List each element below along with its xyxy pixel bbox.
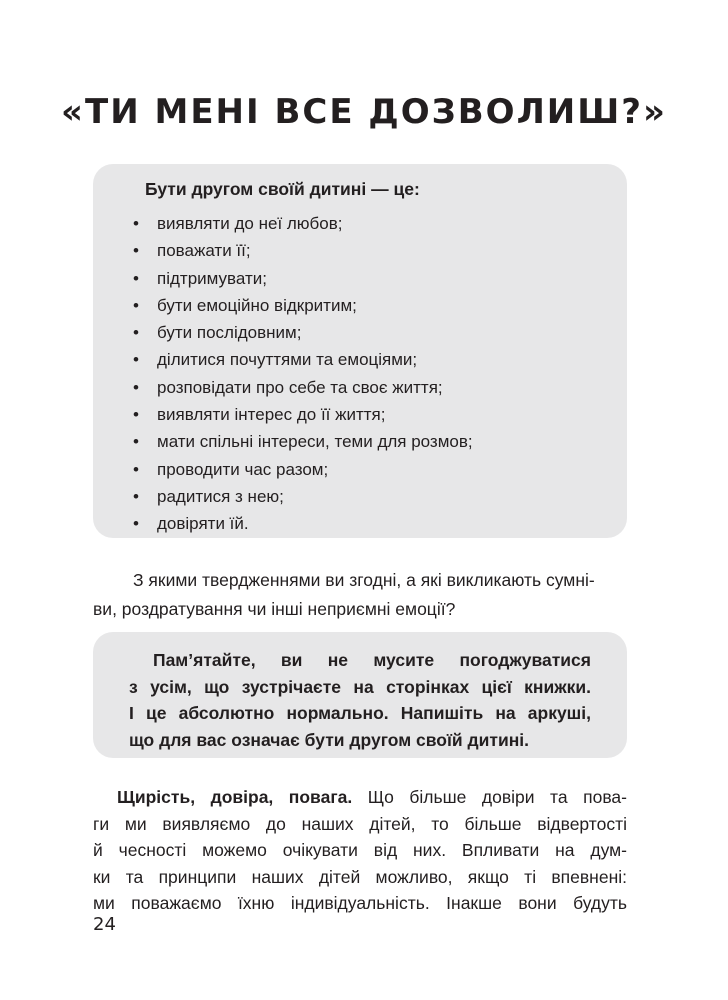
list-item: • проводити час разом; bbox=[133, 456, 473, 483]
page-title: «ТИ МЕНІ ВСЕ ДОЗВОЛИШ?» bbox=[61, 92, 667, 132]
bullet-icon: • bbox=[133, 241, 139, 261]
bullet-icon: • bbox=[133, 268, 139, 288]
list-item: • бути послідовним; bbox=[133, 319, 473, 346]
bullet-icon: • bbox=[133, 323, 139, 343]
list-item: • підтримувати; bbox=[133, 265, 473, 292]
friendship-checklist-box bbox=[93, 164, 627, 538]
body-paragraph bbox=[93, 784, 627, 917]
paragraph-line: ки та принципи наших дітей можливо, якщо ті впевнені: bbox=[93, 866, 627, 887]
list-item: • виявляти до неї любов; bbox=[133, 210, 473, 237]
bullet-icon: • bbox=[133, 295, 139, 315]
bullet-icon: • bbox=[133, 514, 139, 534]
reminder-text bbox=[129, 647, 591, 753]
paragraph-line: й чесності можемо очікувати від них. Впливати на дум- bbox=[93, 840, 627, 860]
reminder-line: з усім, що зустрічаєте на сторінках цієї книжки. bbox=[129, 676, 591, 697]
checklist-list bbox=[133, 210, 473, 538]
question-paragraph bbox=[93, 566, 627, 624]
reminder-line: І це абсолютно нормально. Напишіть на аркуші, bbox=[129, 703, 591, 723]
checklist-heading: Бути другом своїй дитині — це: bbox=[145, 179, 420, 199]
bullet-icon: • bbox=[133, 214, 139, 233]
list-item: • ділитися почуттями та емоціями; bbox=[133, 346, 473, 373]
bullet-icon: • bbox=[133, 459, 139, 479]
list-item: • бути емоційно відкритим; bbox=[133, 292, 473, 319]
bullet-icon: • bbox=[133, 432, 139, 452]
reminder-line: Пам’ятайте, ви не мусите погоджуватися bbox=[153, 650, 591, 670]
paragraph-line: З якими твердженнями ви згодні, а які викликають сумні- bbox=[133, 570, 595, 590]
page-number: 24 bbox=[93, 914, 116, 935]
list-item: • поважати її; bbox=[133, 237, 473, 264]
list-item: • довіряти їй. bbox=[133, 510, 473, 537]
list-item: • радитися з нею; bbox=[133, 483, 473, 510]
paragraph-line: ви, роздратування чи інші неприємні емоції? bbox=[93, 599, 456, 619]
bullet-icon: • bbox=[133, 377, 139, 397]
reminder-box bbox=[93, 632, 627, 758]
reminder-line: що для вас означає бути другом своїй дитині. bbox=[129, 729, 530, 750]
list-item: • розповідати про себе та своє життя; bbox=[133, 374, 473, 401]
bullet-icon: • bbox=[133, 405, 139, 425]
paragraph-line: ги ми виявляємо до наших дітей, то більше відвертості bbox=[93, 813, 627, 834]
lead-phrase: Щирість, довіра, повага. bbox=[117, 787, 353, 807]
bullet-icon: • bbox=[133, 350, 139, 370]
bullet-icon: • bbox=[133, 486, 139, 506]
list-item: • мати спільні інтереси, теми для розмов; bbox=[133, 428, 473, 455]
list-item: • виявляти інтерес до її життя; bbox=[133, 401, 473, 428]
paragraph-line: ми поважаємо їхню індивідуальність. Інакше вони будуть bbox=[93, 893, 627, 913]
paragraph-line: Щирість, довіра, повага. Що більше довіри та пова- bbox=[117, 787, 627, 807]
